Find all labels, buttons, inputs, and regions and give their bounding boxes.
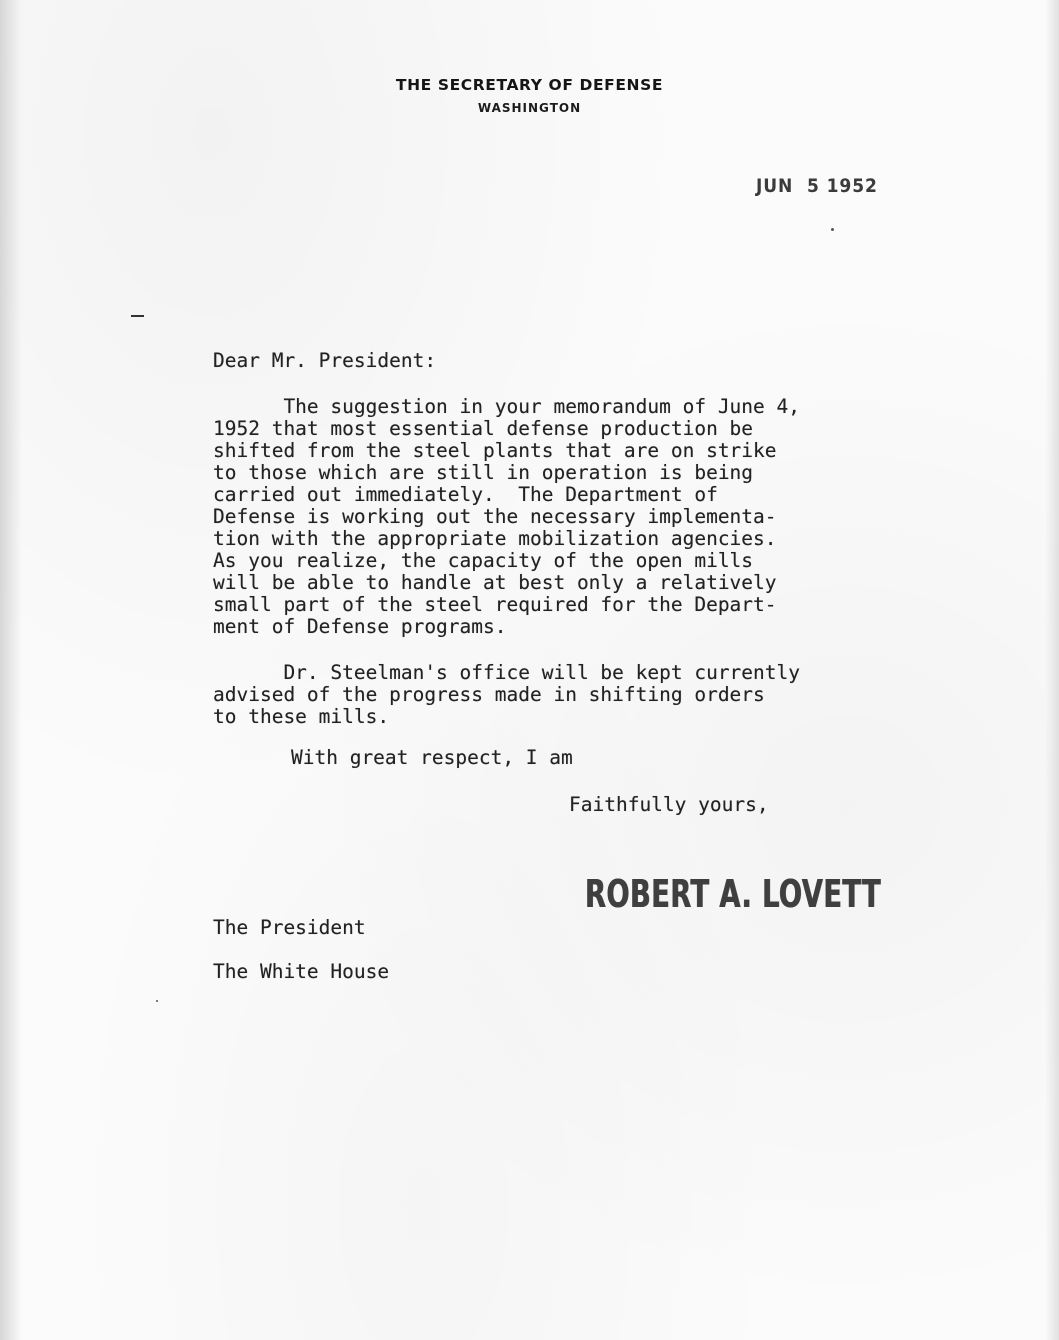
- paragraph-line: small part of the steel required for the Depart-: [213, 593, 777, 616]
- paragraph-line: carried out immediately. The Department of: [213, 483, 718, 506]
- paragraph-line: shifted from the steel plants that are on strike: [213, 439, 777, 462]
- paragraph-line: advised of the progress made in shifting orders: [213, 683, 765, 706]
- body-paragraph-1: [213, 396, 800, 638]
- paragraph-line: tion with the appropriate mobilization agencies.: [213, 527, 777, 550]
- addressee-name: The President: [213, 916, 366, 939]
- paragraph-line: to those which are still in operation is being: [213, 461, 754, 484]
- date-stamp: JUN 5 1952: [756, 175, 878, 197]
- letterhead-title: THE SECRETARY OF DEFENSE: [395, 76, 664, 94]
- paragraph-line: 1952 that most essential defense production be: [213, 417, 754, 440]
- paragraph-line: The suggestion in your memorandum of June 4,: [213, 395, 800, 418]
- margin-dash-mark: [131, 315, 144, 317]
- paragraph-line: will be able to handle at best only a relatively: [213, 571, 777, 594]
- salutation: Dear Mr. President:: [213, 349, 437, 372]
- letterhead-location: WASHINGTON: [477, 101, 582, 115]
- signature-stamp: ROBERT A. LOVETT: [585, 872, 882, 916]
- page-edge-shadow-right: [1045, 0, 1059, 1340]
- paper-speck: [156, 1000, 158, 1002]
- addressee-address: The White House: [213, 960, 390, 983]
- body-paragraph-2: [213, 662, 800, 728]
- paper-speck: [831, 228, 834, 231]
- paragraph-line: As you realize, the capacity of the open mills: [213, 549, 754, 572]
- paragraph-line: Defense is working out the necessary implementa-: [213, 505, 777, 528]
- paragraph-line: Dr. Steelman's office will be kept currently: [213, 661, 800, 684]
- paragraph-line: to these mills.: [213, 705, 390, 728]
- complimentary-close: Faithfully yours,: [569, 793, 769, 816]
- page-edge-shadow-left: [0, 0, 22, 1340]
- closing-line: With great respect, I am: [291, 746, 573, 769]
- paragraph-line: ment of Defense programs.: [213, 615, 507, 638]
